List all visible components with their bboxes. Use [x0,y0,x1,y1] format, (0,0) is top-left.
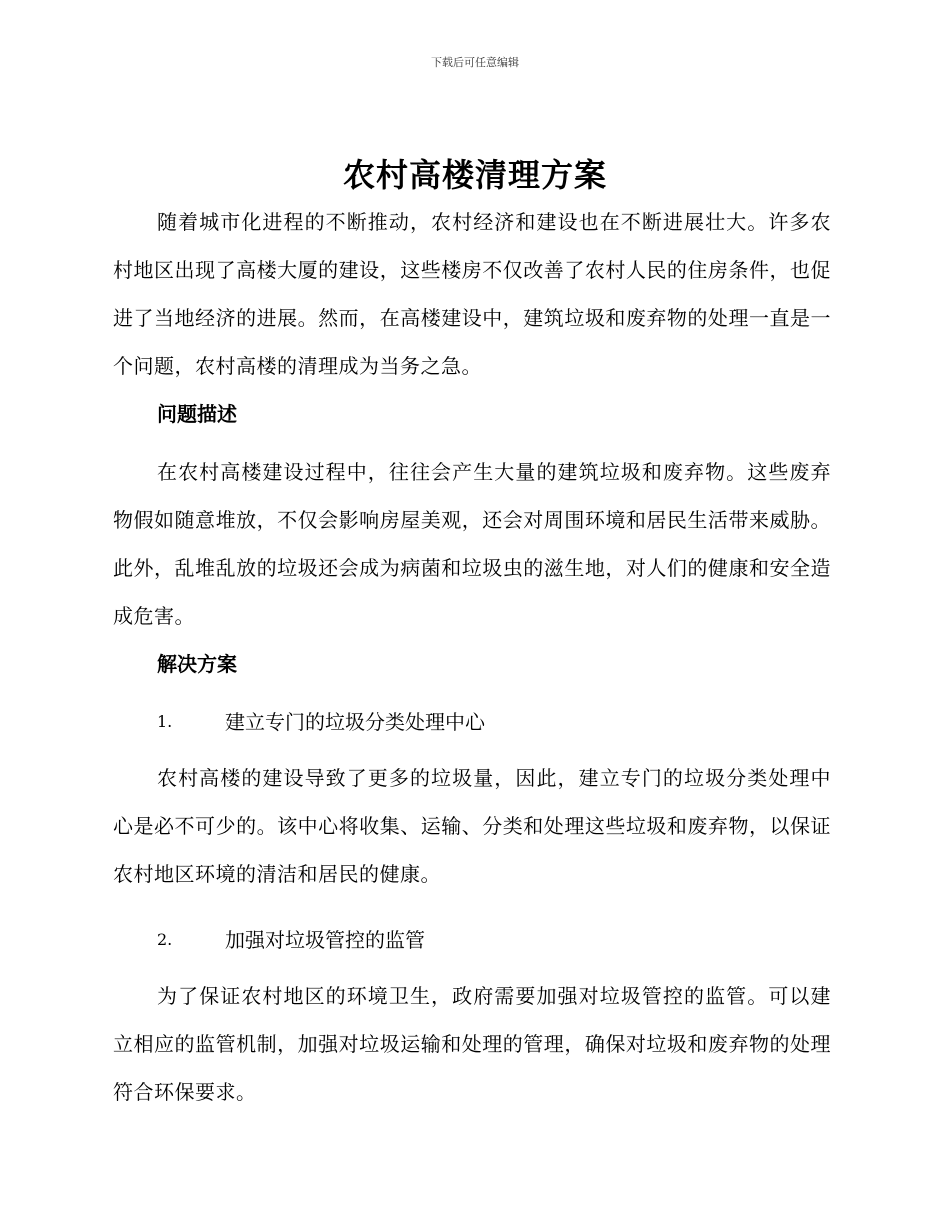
solution-item-1-paragraph: 农村高楼的建设导致了更多的垃圾量，因此，建立专门的垃圾分类处理中心是必不可少的。该中心将收集、运输、分类和处理这些垃圾和废弃物，以保证农村地区环境的清洁和居民的健康。 [113,766,831,886]
solution-item-2 [113,916,831,964]
header-note: 下载后可任意编辑 [431,56,519,69]
problem-paragraph: 在农村高楼建设过程中，往往会产生大量的建筑垃圾和废弃物。这些废弃物假如随意堆放，不仅会影响房屋美观，还会对周围环境和居民生活带来威胁。此外，乱堆乱放的垃圾还会成为病菌和垃圾虫的滋生地，对人们的健康和安全造成危害。 [113,460,831,628]
solution-item-1 [113,698,831,746]
list-item-title: 加强对垃圾管控的监管 [225,928,425,952]
intro-paragraph: 随着城市化进程的不断推动，农村经济和建设也在不断进展壮大。许多农村地区出现了高楼大厦的建设，这些楼房不仅改善了农村人民的住房条件，也促进了当地经济的进展。然而，在高楼建设中，建筑垃圾和废弃物的处理一直是一个问题，农村高楼的清理成为当务之急。 [113,210,831,378]
problem-heading: 问题描述 [157,402,237,426]
document-title: 农村高楼清理方案 [342,156,607,194]
solution-item-2-paragraph: 为了保证农村地区的环境卫生，政府需要加强对垃圾管控的监管。可以建立相应的监管机制，加强对垃圾运输和处理的管理，确保对垃圾和废弃物的处理符合环保要求。 [113,984,831,1104]
solution-section [113,640,831,1116]
list-number: 2. [157,930,173,949]
list-item-title: 建立专门的垃圾分类处理中心 [225,710,485,734]
solution-heading: 解决方案 [157,652,237,676]
intro-section [113,198,831,390]
problem-section [113,390,831,640]
list-number: 1. [157,712,173,731]
